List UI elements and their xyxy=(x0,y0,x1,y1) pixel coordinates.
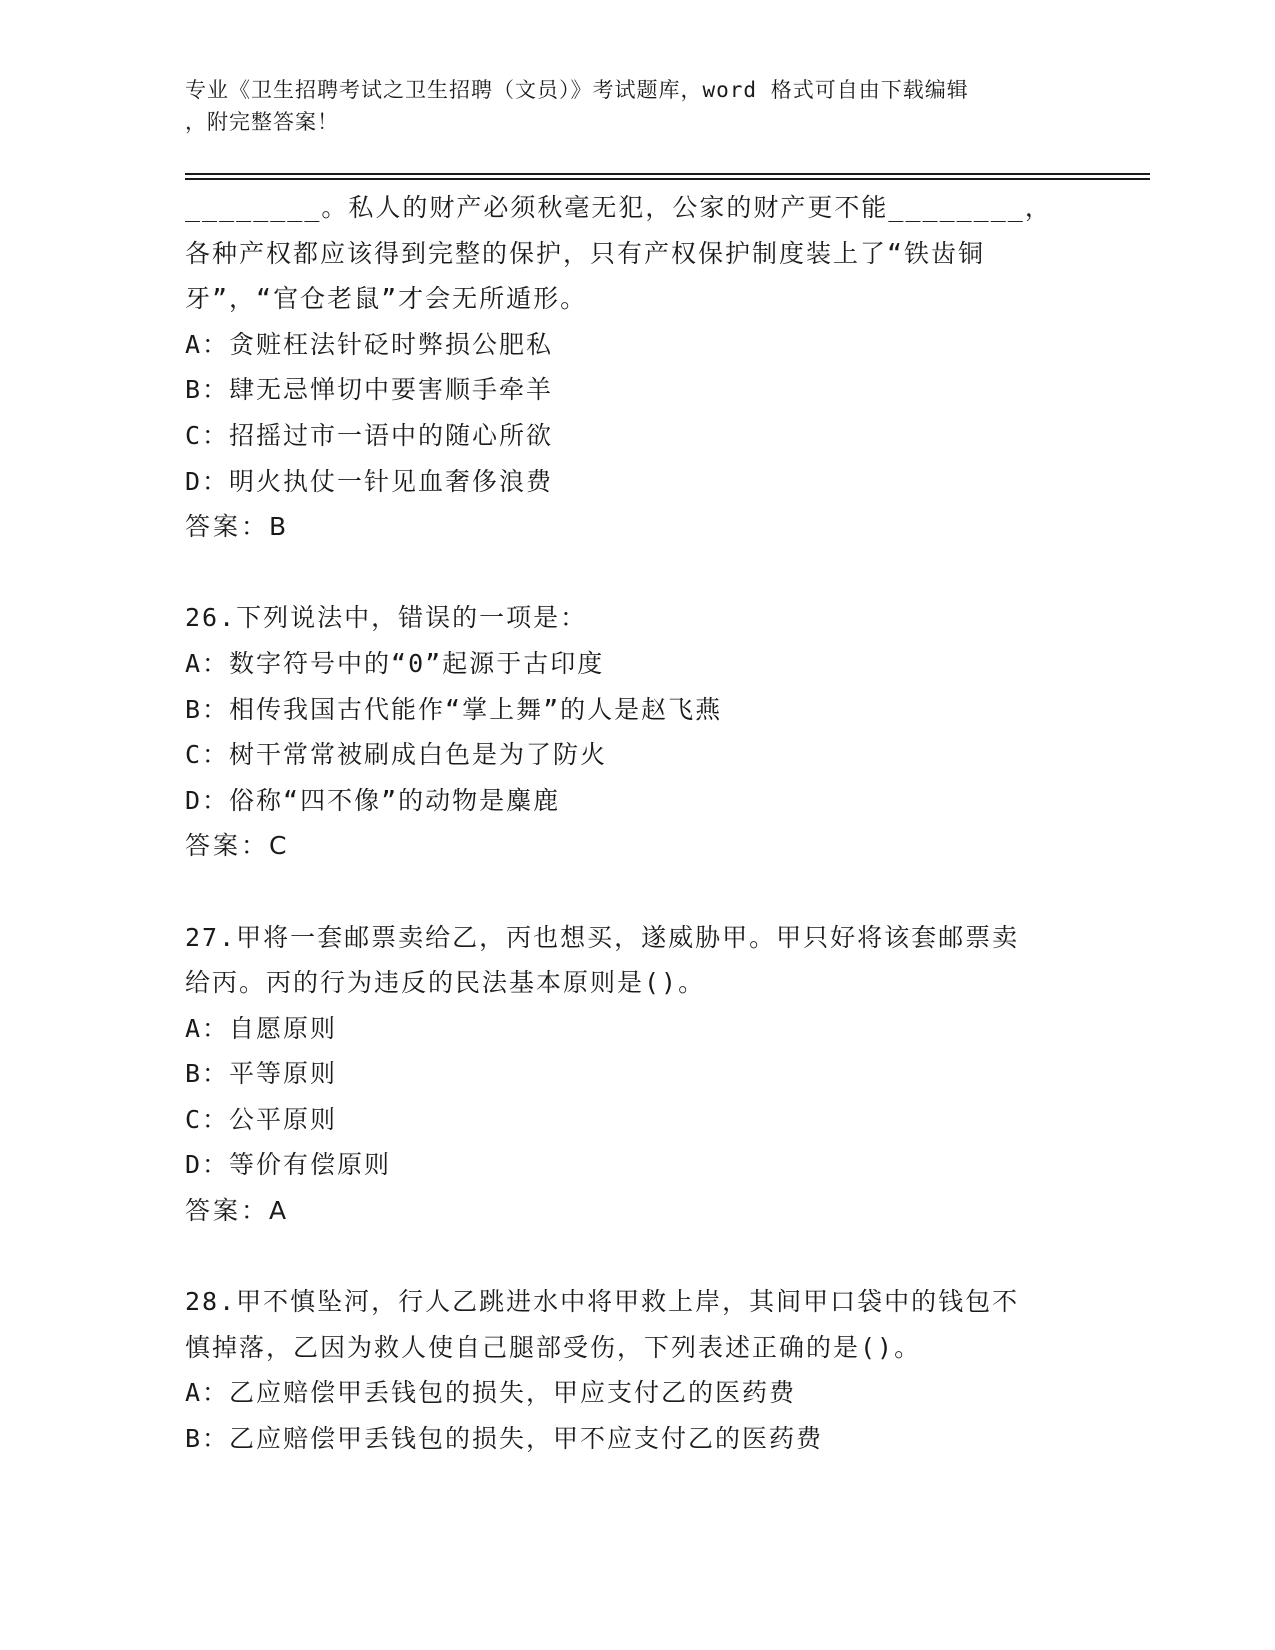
option-c: C：公平原则 xyxy=(185,1104,338,1134)
option-b: B：相传我国古代能作“掌上舞”的人是赵飞燕 xyxy=(185,694,723,724)
question-text-line: 27.甲将一套邮票卖给乙，丙也想买，遂威胁甲。甲只好将该套邮票卖 xyxy=(185,922,1020,952)
option-c: C：招摇过市一语中的随心所欲 xyxy=(185,420,554,450)
option-c: C：树干常常被刷成白色是为了防火 xyxy=(185,740,608,770)
option-d: D：俗称“四不像”的动物是麋鹿 xyxy=(185,785,561,815)
question-26 xyxy=(185,595,1085,869)
question-text-line: 26.下列说法中，错误的一项是： xyxy=(185,603,588,633)
question-text-line: ________。私人的财产必须秋毫无犯，公家的财产更不能________， xyxy=(185,193,1052,222)
question-25-continuation xyxy=(185,185,1085,550)
question-text-line: 各种产权都应该得到完整的保护，只有产权保护制度装上了“铁齿铜 xyxy=(185,238,986,268)
header-rule-top xyxy=(185,173,1150,175)
question-text-line: 28.甲不慎坠河，行人乙跳进水中将甲救上岸，其间甲口袋中的钱包不 xyxy=(185,1287,1020,1317)
header-rule-bottom xyxy=(185,178,1150,180)
question-text-line: 牙”，“官仓老鼠”才会无所遁形。 xyxy=(185,284,588,314)
answer-line: 答案：C xyxy=(185,831,290,861)
answer-line: 答案：B xyxy=(185,512,290,542)
option-a: A：自愿原则 xyxy=(185,1013,338,1043)
spacer xyxy=(185,1234,1085,1280)
question-text-line: 慎掉落，乙因为救人使自己腿部受伤，下列表述正确的是()。 xyxy=(185,1332,922,1362)
question-28 xyxy=(185,1279,1085,1461)
option-a: A：贪赃枉法针砭时弊损公肥私 xyxy=(185,329,554,359)
answer-line: 答案：A xyxy=(185,1196,290,1226)
spacer xyxy=(185,550,1085,596)
option-a: A：数字符号中的“0”起源于古印度 xyxy=(185,648,605,678)
header-line-1: 专业《卫生招聘考试之卫生招聘（文员）》考试题库，word 格式可自由下载编辑 xyxy=(185,78,969,102)
option-a: A：乙应赔偿甲丢钱包的损失，甲应支付乙的医药费 xyxy=(185,1378,797,1408)
option-b: B：乙应赔偿甲丢钱包的损失，甲不应支付乙的医药费 xyxy=(185,1424,824,1454)
option-d: D：等价有偿原则 xyxy=(185,1150,392,1180)
spacer xyxy=(185,869,1085,915)
document-header xyxy=(185,74,1085,138)
option-d: D：明火执仗一针见血奢侈浪费 xyxy=(185,466,554,496)
option-b: B：肆无忌惮切中要害顺手牵羊 xyxy=(185,375,554,405)
document-body xyxy=(185,185,1085,1462)
header-line-2: ，附完整答案！ xyxy=(185,110,339,134)
question-27 xyxy=(185,915,1085,1234)
option-b: B：平等原则 xyxy=(185,1059,338,1089)
question-text-line: 给丙。丙的行为违反的民法基本原则是()。 xyxy=(185,968,706,998)
